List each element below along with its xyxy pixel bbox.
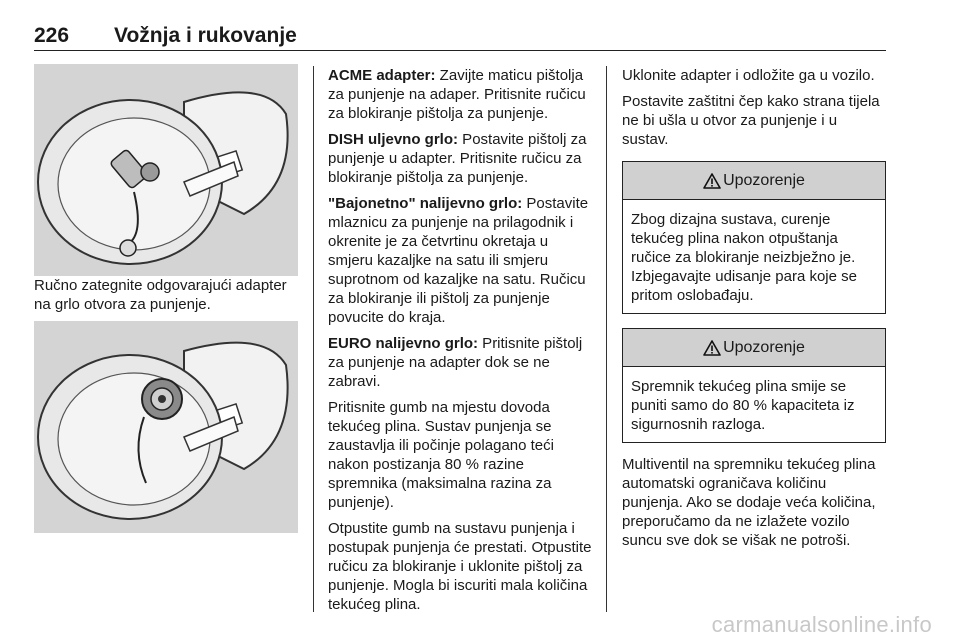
column-3	[622, 66, 886, 557]
term-dish-nozzle: DISH uljevno grlo:	[328, 131, 459, 148]
fuel-flap-adapter-drawing	[34, 64, 298, 276]
page-number: 226	[34, 24, 70, 47]
warning-box-1	[622, 161, 886, 314]
page-header	[34, 20, 886, 52]
warning-text: Zbog dizajna sustava, curenje tekućeg plina nakon otpuštanja ručice za blokiranje neizbježno je. Izbjegavajte udisanje para koje se pritom oslobađaju.	[631, 211, 857, 304]
column-1	[34, 64, 300, 533]
column-divider-2	[606, 66, 607, 612]
paragraph-acme-adapter: ACME adapter: Zavijte maticu pištolja za punjenje na adaper. Pritisnite ručicu za blokiranje pištolja za punjenje.	[328, 67, 586, 122]
warning-title: Upozorenje	[723, 339, 805, 356]
illustration-adapter-tightened	[34, 321, 298, 533]
header-rule	[34, 50, 886, 51]
paragraph-euro-nozzle: EURO nalijevno grlo: Pritisnite pištolj za punjenje na adapter dok se ne zabravi.	[328, 335, 583, 390]
watermark: carmanualsonline.info	[711, 612, 932, 637]
paragraph-multivalve: Multiventil na spremniku tekućeg plina automatski ograničava količinu punjenja. Ako se dodaje veća količina, preporučamo da ne izlažete vozilo suncu sve dok se višak ne potroši.	[622, 456, 876, 549]
warning-title: Upozorenje	[723, 172, 805, 189]
warning-header	[623, 162, 885, 200]
paragraph-bayonet-nozzle: "Bajonetno" nalijevno grlo: Postavite mlaznicu za punjenje na prilagodnik i okrenite je za četvrtinu okretaja u smjeru kazaljke na satu ili smjeru suprotnom od kazaljke na satu. Ručicu za blokiranje ili pištolj za punjenje povucite do kraja.	[328, 195, 589, 326]
illustration-fuel-flap-adapter	[34, 64, 298, 276]
figure-caption: Ručno zategnite odgovarajući adapter na grlo otvora za punjenje.	[34, 277, 287, 313]
term-acme-adapter: ACME adapter:	[328, 67, 436, 84]
adapter-tightened-drawing	[34, 321, 298, 533]
column-divider-1	[313, 66, 314, 612]
paragraph-protective-cap: Postavite zaštitni čep kako strana tijela ne bi ušla u otvor za punjenje i u sustav.	[622, 93, 880, 148]
term-euro-nozzle: EURO nalijevno grlo:	[328, 335, 479, 352]
paragraph-dish-nozzle: DISH uljevno grlo: Postavite pištolj za punjenje u adapter. Pritisnite ručicu za blokiranje pištolja za punjenje.	[328, 131, 587, 186]
column-2	[328, 66, 592, 621]
chapter-title: Vožnja i rukovanje	[114, 24, 297, 47]
warning-box-2	[622, 328, 886, 443]
warning-triangle-icon	[703, 173, 721, 189]
warning-triangle-icon	[703, 340, 721, 356]
paragraph-remove-adapter: Uklonite adapter i odložite ga u vozilo.	[622, 67, 875, 84]
term-bayonet-nozzle: "Bajonetno" nalijevno grlo:	[328, 195, 523, 212]
warning-text: Spremnik tekućeg plina smije se puniti samo do 80 % kapaciteta iz sigurnosnih razloga.	[631, 378, 855, 433]
paragraph-press-button: Pritisnite gumb na mjestu dovoda tekućeg plina. Sustav punjenja se zaustavlja ili počinje polagano teći nakon postizanja 80 % razine spremnika (maksimalna razina za punjenje).	[328, 399, 554, 511]
warning-header	[623, 329, 885, 367]
paragraph-release-button: Otpustite gumb na sustavu punjenja i postupak punjenja će prestati. Otpustite ručicu za blokiranje i uklonite pištolj za punjenje. Mogla bi iscuriti mala količina tekućeg plina.	[328, 520, 592, 613]
